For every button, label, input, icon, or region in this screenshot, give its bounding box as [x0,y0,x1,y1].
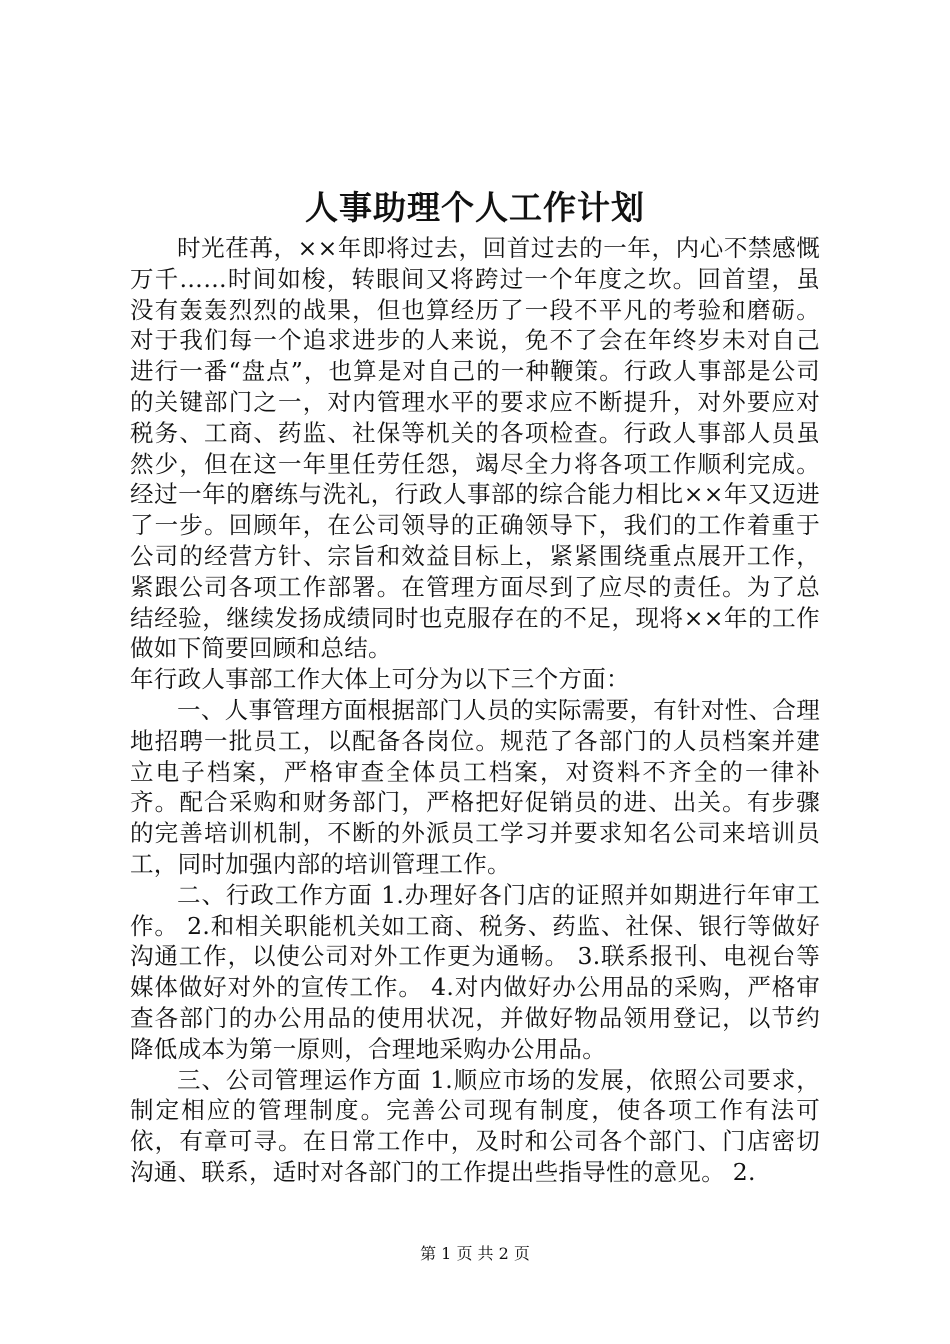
paragraph-management: 三、公司管理运作方面 1.顺应市场的发展，依照公司要求，制定相应的管理制度。完善公司现有制度，使各项工作有法可依，有章可寻。在日常工作中，及时和公司各个部门、门店密切沟通、联系，适时对各部门的工作提出些指导性的意见。 2. [130,1065,820,1186]
paragraph-administration: 二、行政工作方面 1.办理好各门店的证照并如期进行年审工作。 2.和相关职能机关如工商、税务、药监、社保、银行等做好沟通工作，以使公司对外工作更为通畅。 3.联系报刊、电视台等媒体做好对外的宣传工作。 4.对内做好办公用品的采购，严格审查各部门的办公用品的使用状况，并做好物品领用登记，以节约降低成本为第一原则，合理地采购办公用品。 [130,880,820,1063]
paragraph-intro: 时光荏苒，××年即将过去，回首过去的一年，内心不禁感慨万千……时间如梭，转眼间又将跨过一个年度之坎。回首望，虽没有轰轰烈烈的战果，但也算经历了一段不平凡的考验和磨砺。对于我们每一个追求进步的人来说，免不了会在年终岁未对自己进行一番“盘点”，也算是对自己的一种鞭策。行政人事部是公司的关键部门之一，对内管理水平的要求应不断提升，对外要应对税务、工商、药监、社保等机关的各项检查。行政人事部人员虽然少，但在这一年里任劳任怨，竭尽全力将各项工作顺利完成。经过一年的磨练与洗礼，行政人事部的综合能力相比××年又迈进了一步。回顾年，在公司领导的正确领导下，我们的工作着重于公司的经营方针、宗旨和效益目标上，紧紧围绕重点展开工作，紧跟公司各项工作部署。在管理方面尽到了应尽的责任。为了总结经验，继续发扬成绩同时也克服存在的不足，现将××年的工作做如下简要回顾和总结。 [130,234,820,663]
paragraph-personnel: 一、人事管理方面根据部门人员的实际需要，有针对性、合理地招聘一批员工，以配备各岗位。规范了各部门的人员档案并建立电子档案，严格审查全体员工档案，对资料不齐全的一律补齐。配合采购和财务部门，严格把好促销员的进、出关。有步骤的完善培训机制，不断的外派员工学习并要求知名公司来培训员工，同时加强内部的培训管理工作。 [130,695,820,878]
document-body [130,233,820,1188]
paragraph-summary-lead: 年行政人事部工作大体上可分为以下三个方面： [130,665,630,694]
document-title: 人事助理个人工作计划 [305,188,645,227]
page-number: 第 1 页 共 2 页 [420,1244,530,1263]
